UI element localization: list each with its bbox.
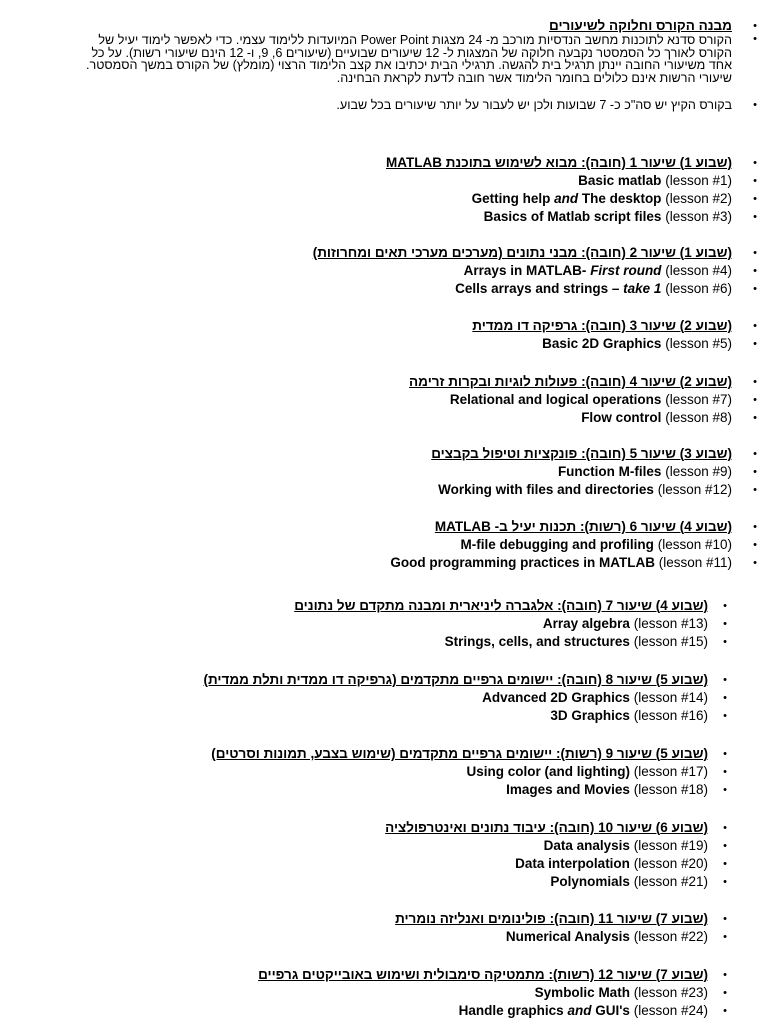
lesson-topic: Basic matlab: [578, 173, 662, 188]
bullet-icon: •: [753, 175, 757, 187]
lesson-item: [28, 689, 708, 707]
lesson-topic-emphasis: and: [567, 1003, 592, 1018]
lesson-topic: Data interpolation: [515, 856, 630, 871]
lesson-item-text: [466, 763, 708, 781]
lesson-item: [28, 615, 708, 633]
bullet-icon: •: [723, 858, 727, 870]
lesson-topic: Numerical Analysis: [505, 929, 630, 944]
bullet-icon: •: [723, 840, 727, 852]
bullet-icon: •: [753, 157, 757, 169]
lesson-item-text: [542, 335, 732, 353]
bullet-icon: •: [723, 692, 727, 704]
lesson-topic: Data analysis: [543, 838, 630, 853]
lesson-number: (lesson #1): [665, 173, 732, 188]
section-heading: (שבוע 7) שיעור 11 (חובה): פולינומים ואנליזה נומרית: [395, 911, 708, 926]
bullet-icon: •: [723, 876, 727, 888]
lesson-topic: Good programming practices in MATLAB: [390, 555, 655, 570]
section-heading: (שבוע 2) שיעור 4 (חובה): פעולות לוגיות ובקרות זרימה: [409, 374, 732, 389]
lesson-number: (lesson #14): [633, 690, 708, 705]
section-heading: (שבוע 5) שיעור 9 (רשות): יישומים גרפיים מתקדמים (שימוש בצבע, תמונות וסרטים): [211, 746, 708, 761]
bullet-icon: •: [753, 412, 757, 424]
lesson-item-text: [550, 873, 708, 891]
lesson-number: (lesson #12): [657, 482, 732, 497]
lesson-topic-emphasis: take 1: [623, 281, 662, 296]
intro-line: שיעורי הרשות אינם כלולים בחומר הלימוד אשר חובה לדעת לקראת הבחינה.: [336, 70, 732, 85]
lesson-number: (lesson #8): [665, 410, 732, 425]
lesson-item: [28, 837, 708, 855]
lesson-item: [32, 172, 732, 190]
section-heading: (שבוע 4) שיעור 6 (רשות): תכנות יעיל ב- MATLAB: [434, 519, 732, 534]
bullet-icon: •: [753, 20, 757, 32]
section-heading: (שבוע 7) שיעור 12 (רשות): מתמטיקה סימבולית ושימוש באובייקטים גרפיים: [258, 967, 708, 982]
lesson-item-text: [484, 208, 732, 226]
bullet-icon: •: [753, 557, 757, 569]
intro-line: אחד משיעורי החובה יינתן תרגיל בית להגשה. תרגילי הבית יכתיבו את קצב הלימוד הרצוי (מומלץ) של הקורס במשך הסמסטר.: [85, 58, 732, 73]
lesson-item-text: [464, 262, 732, 280]
bullet-icon: •: [753, 33, 757, 45]
bullet-icon: •: [723, 618, 727, 630]
lesson-topic: Flow control: [581, 410, 662, 425]
lesson-topic: M-file debugging and profiling: [460, 537, 654, 552]
lesson-item-text: [535, 984, 708, 1002]
lesson-item-text: [450, 391, 732, 409]
lesson-item: [28, 873, 708, 891]
bullet-icon: •: [723, 969, 727, 981]
lesson-item-text: [455, 280, 732, 298]
lesson-item: [32, 536, 732, 554]
lesson-number: (lesson #6): [665, 281, 732, 296]
lesson-number: (lesson #2): [665, 191, 732, 206]
lesson-topic: Basic 2D Graphics: [542, 336, 662, 351]
lesson-number: (lesson #9): [665, 464, 732, 479]
lesson-item: [32, 280, 732, 298]
section-heading: (שבוע 6) שיעור 10 (חובה): עיבוד נתונים ואינטרפולציה: [385, 820, 708, 835]
lesson-number: (lesson #4): [665, 263, 732, 278]
bullet-icon: •: [753, 211, 757, 223]
bullet-icon: •: [753, 394, 757, 406]
intro-paragraph: [22, 34, 732, 84]
section-heading: (שבוע 5) שיעור 8 (חובה): יישומים גרפיים מתקדמים (גרפיקה דו ממדית ותלת ממדית): [203, 672, 708, 687]
lesson-topic: Cells arrays and strings –: [455, 281, 624, 296]
lesson-item-text: [472, 190, 732, 208]
bullet-icon: •: [753, 338, 757, 350]
bullet-icon: •: [753, 193, 757, 205]
lesson-number: (lesson #15): [633, 634, 708, 649]
lesson-number: (lesson #21): [633, 874, 708, 889]
bullet-icon: •: [723, 600, 727, 612]
bullet-icon: •: [723, 931, 727, 943]
lesson-item-text: [438, 481, 732, 499]
lesson-item: [32, 262, 732, 280]
lesson-topic: Relational and logical operations: [449, 392, 662, 407]
lesson-topic-emphasis: and: [554, 191, 579, 206]
lesson-item: [28, 763, 708, 781]
lesson-topic: Basics of Matlab script files: [483, 209, 662, 224]
bullet-icon: •: [753, 320, 757, 332]
lesson-item: [28, 984, 708, 1002]
bullet-icon: •: [753, 376, 757, 388]
lesson-item: [32, 208, 732, 226]
lesson-topic: Strings, cells, and structures: [444, 634, 630, 649]
lesson-topic: Handle graphics: [458, 1003, 568, 1018]
lesson-item: [28, 855, 708, 873]
lesson-number: (lesson #17): [633, 764, 708, 779]
lesson-item: [32, 463, 732, 481]
lesson-item: [28, 1002, 708, 1020]
lesson-number: (lesson #13): [633, 616, 708, 631]
bullet-icon: •: [753, 448, 757, 460]
page-title: מבנה הקורס וחלוקה לשיעורים: [549, 18, 732, 33]
lesson-number: (lesson #11): [658, 555, 732, 570]
lesson-item-text: [506, 928, 708, 946]
lesson-item-text: [460, 536, 732, 554]
bullet-icon: •: [723, 674, 727, 686]
section-heading: (שבוע 4) שיעור 7 (חובה): אלגברה ליניארית ומבנה מתקדם של נתונים: [294, 598, 708, 613]
lesson-item: [28, 633, 708, 651]
bullet-icon: •: [753, 265, 757, 277]
bullet-icon: •: [753, 539, 757, 551]
lesson-number: (lesson #24): [633, 1003, 708, 1018]
bullet-icon: •: [753, 484, 757, 496]
section-heading: (שבוע 1) שיעור 1 (חובה): מבוא לשימוש בתוכנת MATLAB: [386, 155, 732, 170]
lesson-item-text: [543, 615, 708, 633]
bullet-icon: •: [723, 748, 727, 760]
lesson-item: [28, 707, 708, 725]
lesson-item: [32, 481, 732, 499]
lesson-number: (lesson #10): [657, 537, 732, 552]
bullet-icon: •: [723, 766, 727, 778]
lesson-item-text: [578, 172, 732, 190]
lesson-topic: Arrays in MATLAB-: [463, 263, 591, 278]
lesson-number: (lesson #7): [665, 392, 732, 407]
lesson-item-text: [558, 463, 732, 481]
bullet-icon: •: [723, 987, 727, 999]
bullet-icon: •: [723, 710, 727, 722]
lesson-topic: Getting help: [471, 191, 555, 206]
lesson-number: (lesson #16): [633, 708, 708, 723]
lesson-number: (lesson #3): [665, 209, 732, 224]
lesson-topic: 3D Graphics: [550, 708, 630, 723]
lesson-topic: Function M-files: [557, 464, 662, 479]
lesson-number: (lesson #20): [633, 856, 708, 871]
lesson-topic: Using color (and lighting): [466, 764, 630, 779]
summer-note: בקורס הקיץ יש סה"כ כ- 7 שבועות ולכן יש לעבור על יותר שיעורים בכל שבוע.: [336, 98, 732, 112]
lesson-number: (lesson #22): [633, 929, 708, 944]
section-heading: (שבוע 3) שיעור 5 (חובה): פונקציות וטיפול בקבצים: [431, 446, 732, 461]
bullet-icon: •: [753, 521, 757, 533]
section-heading: (שבוע 1) שיעור 2 (חובה): מבני נתונים (מערכים מערכי תאים ומחרוזות): [312, 245, 732, 260]
section-heading: (שבוע 2) שיעור 3 (חובה): גרפיקה דו ממדית: [472, 318, 732, 333]
lesson-topic: Advanced 2D Graphics: [482, 690, 630, 705]
lesson-item-text: [482, 689, 708, 707]
lesson-number: (lesson #23): [633, 985, 708, 1000]
lesson-topic: GUI's: [591, 1003, 630, 1018]
bullet-icon: •: [753, 466, 757, 478]
lesson-item: [32, 391, 732, 409]
bullet-icon: •: [753, 283, 757, 295]
lesson-item-text: [459, 1002, 708, 1020]
intro-line: הקורס סדנא לתוכנות מחשב הנדסיות מורכב מ- 24 מצגות Power Point המיועדות ללימוד עצמי. כדי לאפשר לימוד יעיל של: [98, 33, 732, 47]
lesson-topic: Polynomials: [550, 874, 630, 889]
bullet-icon: •: [723, 1005, 727, 1017]
lesson-item: [32, 190, 732, 208]
bullet-icon: •: [753, 247, 757, 259]
lesson-topic: Images and Movies: [506, 782, 630, 797]
lesson-item-text: [544, 837, 708, 855]
lesson-topic: Working with files and directories: [438, 482, 654, 497]
lesson-item-text: [506, 781, 708, 799]
lesson-item-text: [445, 633, 708, 651]
lesson-number: (lesson #5): [665, 336, 732, 351]
lesson-item: [32, 335, 732, 353]
bullet-icon: •: [723, 913, 727, 925]
lesson-item: [32, 409, 732, 427]
lesson-item: [28, 928, 708, 946]
lesson-item: [28, 781, 708, 799]
lesson-topic: Symbolic Math: [534, 985, 630, 1000]
lesson-item-text: [581, 409, 732, 427]
lesson-topic-emphasis: First round: [590, 263, 662, 278]
lesson-item-text: [515, 855, 708, 873]
lesson-topic: The desktop: [578, 191, 662, 206]
lesson-topic: Array algebra: [542, 616, 630, 631]
lesson-number: (lesson #18): [633, 782, 708, 797]
bullet-icon: •: [723, 784, 727, 796]
lesson-item: [32, 554, 732, 572]
bullet-icon: •: [723, 822, 727, 834]
intro-line: הקורס לאורך כל הסמסטר נקבעה חלוקה של המצגות ל- 12 שיעורים שבועיים (שיעורים 6, 9, ו- 12 הינם שיעורי רשות). על כל: [91, 45, 732, 60]
lesson-number: (lesson #19): [633, 838, 708, 853]
lesson-item-text: [390, 554, 732, 572]
bullet-icon: •: [723, 636, 727, 648]
bullet-icon: •: [753, 99, 757, 111]
lesson-item-text: [550, 707, 708, 725]
